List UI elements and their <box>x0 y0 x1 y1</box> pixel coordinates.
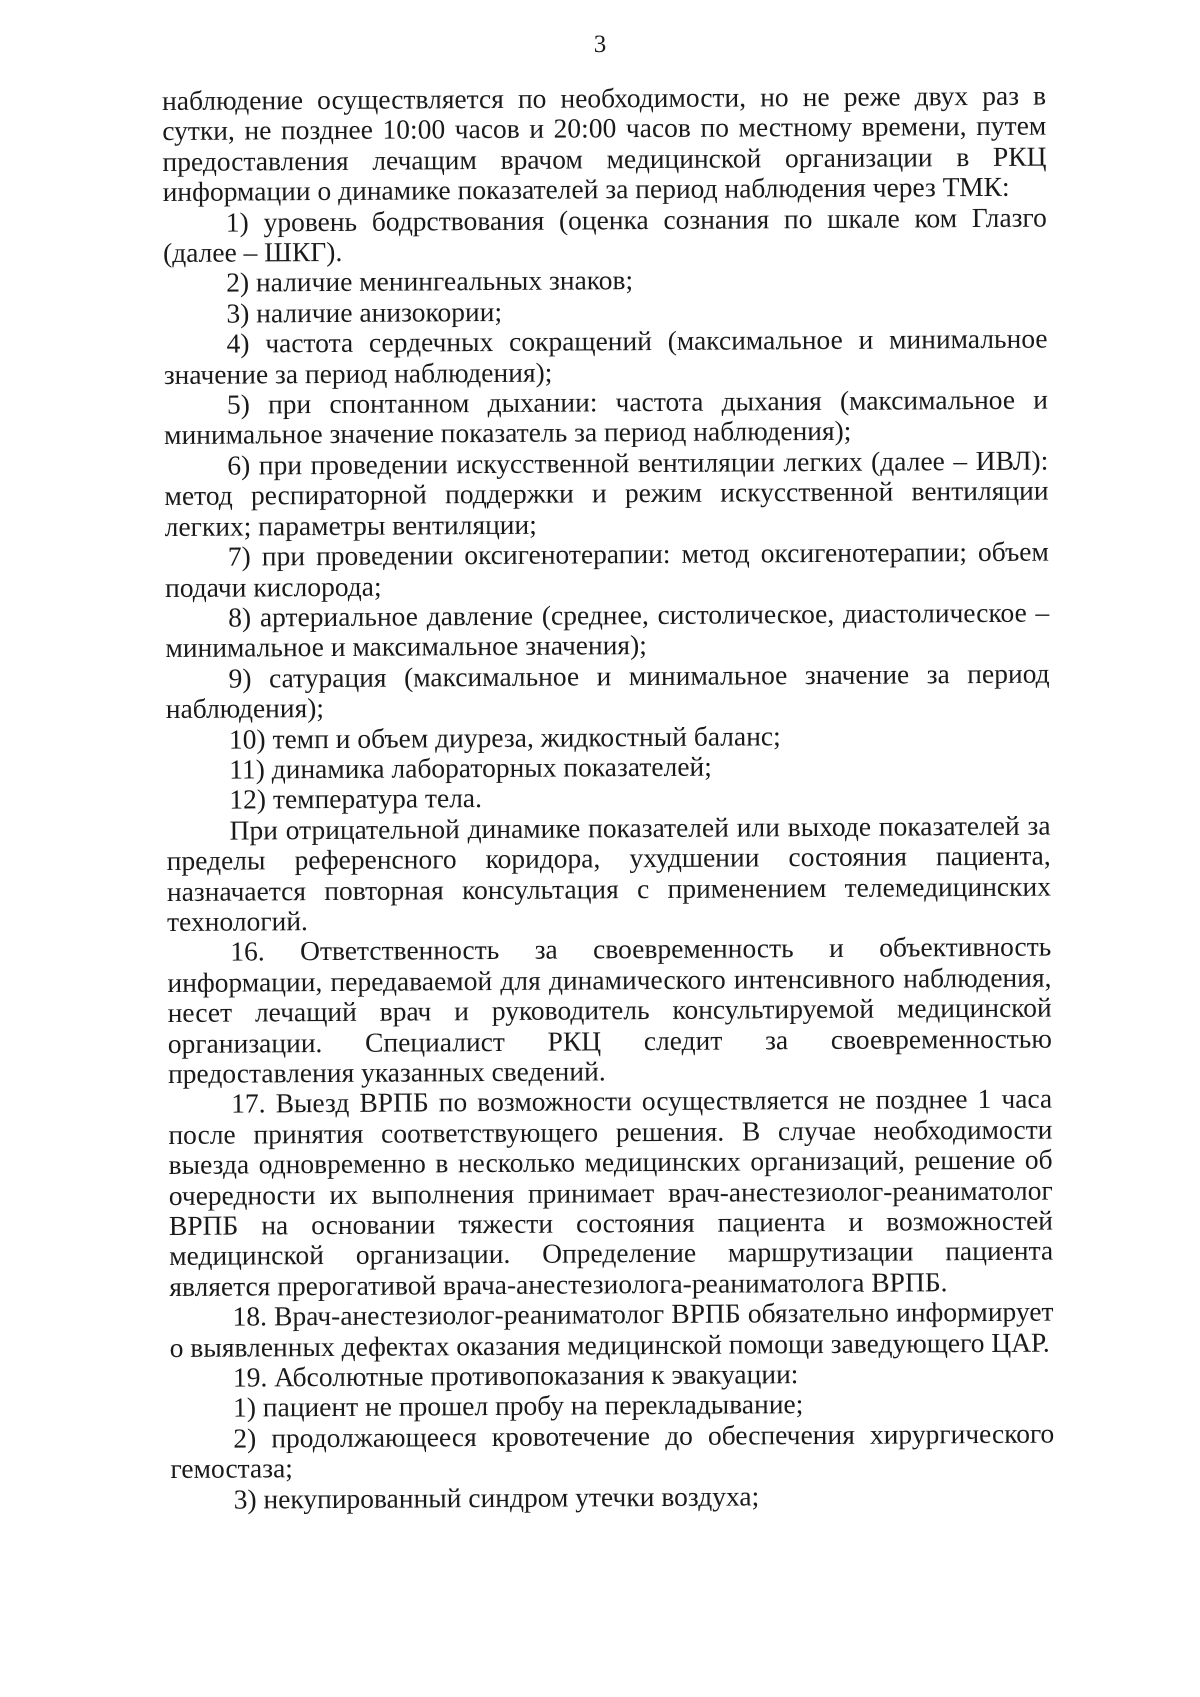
clause-19: 19. Абсолютные противопоказания к эвакуации: <box>232 1358 799 1393</box>
clause-18: 18. Врач-анестезиолог-реаниматолог ВРПБ обязательно информирует о выявленных дефектах оказания медицинской помощи заведующего ЦАР. <box>169 1295 1054 1363</box>
contraindication-2: 2) продолжающееся кровотечение до обеспечения хирургического гемостаза; <box>170 1417 1055 1485</box>
list-item-11: 11) динамика лабораторных показателей; <box>229 750 712 785</box>
page-number: 3 <box>593 31 607 58</box>
clause-16: 16. Ответственность за своевременность и объективность информации, передаваемой для динамического интенсивного наблюдения, несет лечащий врач и руководитель консультируемой медицинской организации. Специалист РКЦ следит за своевременностью предоставления указанных сведений. <box>167 930 1052 1089</box>
list-item-6: 6) при проведении искусственной вентиляции легких (далее – ИВЛ): метод респираторной поддержки и режим искусственной вентиляции легких; параметры вентиляции; <box>164 444 1049 542</box>
list-item-5: 5) при спонтанном дыхании: частота дыхания (максимальное и минимальное значение показатель за период наблюдения); <box>164 383 1049 451</box>
clause-17: 17. Выезд ВРПБ по возможности осуществляется не позднее 1 часа после принятия соответствующего решения. В случае необходимости выезда одновременно в несколько медицинских организаций, решение об очередности их выполнения принимает врач-анестезиолог-реаниматолог ВРПБ на основании тяжести состояния пациента и возможностей медицинской организации. Определение маршрутизации пациента является прерогативой врача-анестезиолога-реаниматолога ВРПБ. <box>168 1082 1054 1302</box>
paragraph-intro: наблюдение осуществляется по необходимости, но не реже двух раз в сутки, не позднее 10:00 часов и 20:00 часов по местному времени, путем предоставления лечащим врачом медицинской организации в РКЦ информации о динамике показателей за период наблюдения через ТМК: <box>161 79 1047 208</box>
list-item-10: 10) темп и объем диуреза, жидкостный баланс; <box>228 719 781 755</box>
list-item-4: 4) частота сердечных сокращений (максимальное и минимальное значение за период наблюдения); <box>163 322 1048 390</box>
list-item-7: 7) при проведении оксигенотерапии: метод оксигенотерапии; объем подачи кислорода; <box>164 535 1049 603</box>
list-item-3: 3) наличие анизокории; <box>226 295 503 329</box>
list-item-12: 12) температура тела. <box>229 782 483 815</box>
list-item-9: 9) сатурация (максимальное и минимальное значение за период наблюдения); <box>165 657 1050 725</box>
list-item-2: 2) наличие менингеальных знаков; <box>226 264 634 299</box>
document-body <box>162 81 1055 1515</box>
paragraph-negative-dynamics: При отрицательной динамике показателей или выходе показателей за пределы референсного коридора, ухудшении состояния пациента, назначается повторная консультация с применением телемедицинских технологий. <box>166 809 1051 937</box>
list-item-8: 8) артериальное давление (среднее, систолическое, диастолическое – минимальное и максимальное значения); <box>165 596 1050 664</box>
contraindication-3: 3) некупированный синдром утечки воздуха; <box>233 1480 760 1515</box>
contraindication-1: 1) пациент не прошел пробу на перекладывание; <box>232 1388 804 1424</box>
list-item-1: 1) уровень бодрствования (оценка сознания по шкале ком Глазго (далее – ШКГ). <box>162 201 1047 269</box>
